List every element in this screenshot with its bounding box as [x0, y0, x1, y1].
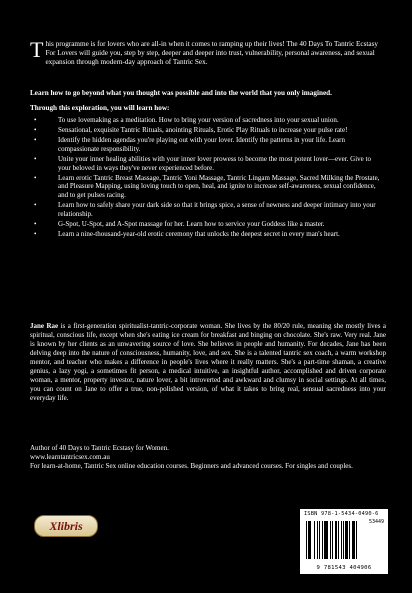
- author-line: Author of 40 Days to Tantric Ecstasy for Women.: [30, 444, 169, 452]
- bold-lead-in: Through this exploration, you will learn how:: [30, 104, 170, 112]
- bio-text: is a first-generation spiritualist-tantric-corporate woman. She lives by the 80/20 rule, meaning she mostly lives a spiritual, conscious life, except when she's eating ice cream for breakfast and binging on chocolate. She's raw. Very real. Jane is known by her clients as an unwavering source of love. She believes in people and humanity. For decades, Jane has been delving deep into the nature of consciousness, humanity, love, and sex. She is a talented tantric sex coach, a warm workshop mentor, and teacher who makes a difference in people's lives where it really matters. She's a part-time shaman, a creative genius, a lazy yogi, a sometimes fit person, a medical intuitive, an insightful author, accomplished and driven corporate woman, a mentor, property investor, nature lover, a bit introverted and awkward and clumsy in social settings. At all times, you can count on Jane to offer a true, non-polished version, of what it takes to bring real, sensual sacredness into your everyday life.: [30, 322, 386, 402]
- author-name: Jane Rae: [30, 322, 59, 330]
- drop-cap: T: [30, 37, 44, 62]
- publisher-logo: Xlibris: [34, 515, 98, 537]
- intro-text: his programme is for lovers who are all-in when it comes to ramping up their lives! The 40 Days To Tantric Ecstasy For Lovers will guide you, step by step, deeper and deeper into trust, vulnerability, personal awareness, and sexual expansion through modern-day approach of Tantric Sex.: [45, 40, 378, 66]
- intro-paragraph: [30, 37, 386, 67]
- list-item: • Learn how to safely share your dark side so that it brings spice, a sense of newness and deeper intimacy into your relationship.: [30, 201, 380, 219]
- barcode-box: [300, 509, 388, 574]
- isbn-label: ISBN 978-1-5434-0490-6: [304, 511, 379, 517]
- website-link[interactable]: www.learntantricsex.com.au: [30, 453, 110, 461]
- list-item: • Identify the hidden agendas you're playing out with your lover. Identify the patterns in your life. Learn compassionate responsibility.: [30, 136, 380, 154]
- author-credits: [30, 444, 386, 462]
- barcode-icon: [306, 521, 382, 559]
- price-code: 53449: [368, 519, 384, 525]
- author-bio: [30, 322, 386, 403]
- list-item: • G-Spot, U-Spot, and A-Spot massage for her. Learn how to service your Goddess like a master.: [30, 220, 380, 229]
- list-item: • Sensational, exquisite Tantric Rituals, anointing Rituals, Erotic Play Rituals to increase your pulse rate!: [30, 126, 380, 135]
- list-item: • To use lovemaking as a meditation. How to bring your version of sacredness into your sexual union.: [30, 116, 380, 125]
- list-item: • Learn erotic Tantric Breast Massage, Tantric Yoni Massage, Tantric Lingam Massage, Sacred Milking the Prostate, and Pleasure Mapping, using loving touch to open, heal, and ignite to increase self-awareness, sexual confidence, and to get pulses racing.: [30, 174, 380, 200]
- list-item: • Learn a nine-thousand-year-old erotic ceremony that unlocks the deepest secret in every man's heart.: [30, 230, 380, 239]
- learning-list: [30, 116, 380, 240]
- courses-text: For learn-at-home, Tantric Sex online education courses. Beginners and advanced courses. For singles and couples.: [30, 462, 353, 470]
- barcode-digits: 9 781543 404906: [316, 565, 372, 571]
- list-item: • Unite your inner healing abilities with your inner lover prowess to become the most potent lover—ever. Give to your beloved in ways they've never experienced before.: [30, 155, 380, 173]
- bold-tagline: Learn how to go beyond what you thought was possible and into the world that you only imagined.: [30, 89, 332, 97]
